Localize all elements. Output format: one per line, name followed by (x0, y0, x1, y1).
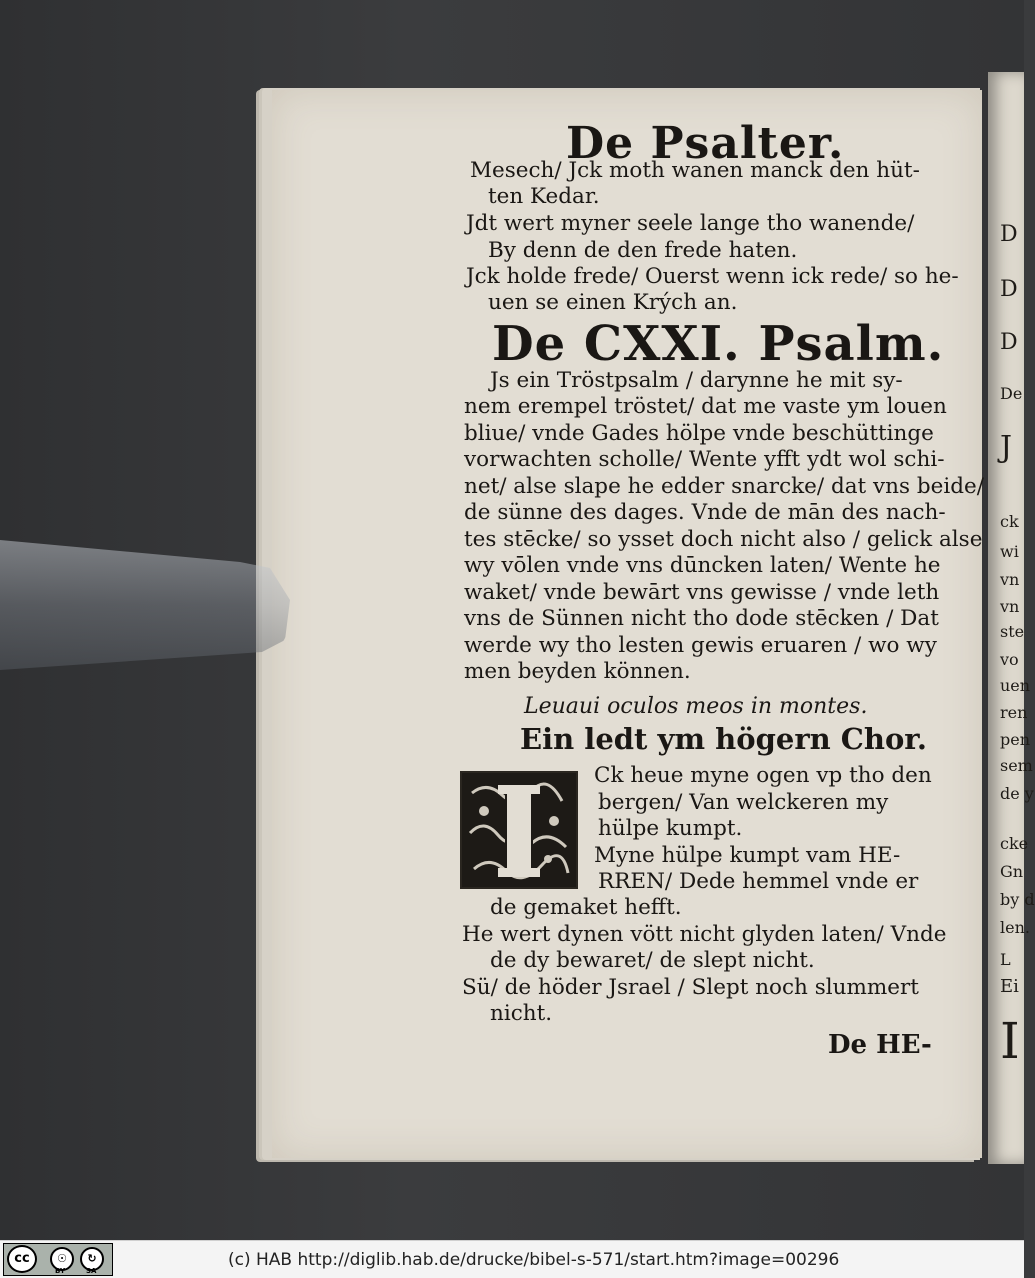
cc-license-badge[interactable] (3, 1243, 113, 1276)
facing-fragment: D (1000, 277, 1018, 302)
verse-line: de gemaket hefft. (490, 895, 682, 920)
song-heading: Ein ledt ym högern Chor. (520, 722, 928, 756)
facing-fragment: D (1000, 222, 1018, 247)
facing-fragment: by d (1000, 890, 1035, 909)
psalm-heading: De CXXI. Psalm. (492, 316, 945, 372)
summary-line: tes stēcke/ so ysset doch nicht also / gelick alse (464, 527, 983, 552)
summary-line: men beyden können. (464, 659, 691, 684)
facing-fragment: I (1000, 1012, 1020, 1070)
facing-fragment: vn (1000, 570, 1020, 589)
summary-line: wy vōlen vnde vns dūncken laten/ Wente he (464, 553, 941, 578)
footer-bar (0, 1240, 1024, 1278)
facing-fragment: pen (1000, 730, 1031, 749)
share-alike-icon: ↻ (80, 1247, 104, 1271)
verse-line: hülpe kumpt. (598, 816, 743, 841)
facing-fragment: uen (1000, 676, 1031, 695)
summary-line: werde wy tho lesten gewis eruaren / wo wy (464, 633, 937, 658)
text-line: Jck holde frede/ Ouerst wenn ick rede/ so he- (466, 264, 959, 289)
by-label: BY (55, 1267, 66, 1275)
text-line: By denn de den frede haten. (488, 238, 798, 263)
text-line: Mesech/ Jck moth wanen manck den hüt- (470, 158, 920, 183)
decorated-initial-icon (462, 773, 576, 887)
summary-line: waket/ vnde bewārt vns gewisse / vnde leth (464, 580, 940, 605)
facing-fragment: Ei (1000, 976, 1019, 997)
facing-fragment: wi (1000, 542, 1019, 561)
summary-line: vorwachten scholle/ Wente yfft ydt wol schi- (464, 447, 945, 472)
summary-line: net/ alse slape he edder snarcke/ dat vns beide/ (464, 474, 984, 499)
verse-line: nicht. (490, 1001, 553, 1026)
facing-fragment: vn (1000, 597, 1020, 616)
latin-incipit: Leuaui oculos meos in montes. (524, 694, 868, 719)
verse-line: RREN/ Dede hemmel vnde er (598, 869, 919, 894)
running-head: De Psalter. (566, 118, 845, 169)
catchword: De HE- (828, 1030, 932, 1060)
facing-fragment: De (1000, 384, 1023, 403)
facing-fragment: J (1000, 430, 1013, 465)
verse-line: Myne hülpe kumpt vam HE- (594, 843, 901, 868)
verse-line: Ck heue myne ogen vp tho den (594, 763, 932, 788)
cc-license-icon: cc (7, 1245, 37, 1273)
summary-line: vns de Sünnen nicht tho dode stēcken / Dat (464, 606, 939, 631)
verse-line: de dy bewaret/ de slept nicht. (490, 948, 815, 973)
facing-fragment: L (1000, 950, 1011, 969)
facing-fragment: D (1000, 330, 1018, 355)
facing-page (988, 72, 1035, 1164)
facing-fragment: de y (1000, 784, 1034, 803)
facing-fragment: ste (1000, 622, 1025, 641)
copyright-text[interactable]: (c) HAB http://diglib.hab.de/drucke/bibel-s-571/start.htm?image=00296 (228, 1250, 840, 1270)
summary-line: bliue/ vnde Gades hölpe vnde beschüttinge (464, 421, 934, 446)
attribution-icon: ☉ (50, 1247, 74, 1271)
facing-fragment: cke (1000, 834, 1029, 853)
verse-line: bergen/ Van welckeren my (598, 790, 889, 815)
text-line: Jdt wert myner seele lange tho wanende/ (466, 211, 915, 236)
facing-fragment: vo (1000, 650, 1019, 669)
facing-fragment: ren (1000, 703, 1028, 722)
verse-line: He wert dynen vött nicht glyden laten/ Vnde (462, 922, 947, 947)
summary-line: nem erempel tröstet/ dat me vaste ym louen (464, 394, 947, 419)
sa-label: SA (86, 1267, 97, 1275)
facing-fragment: ck (1000, 512, 1019, 531)
facing-fragment: Gn (1000, 862, 1024, 881)
text-line: uen se einen Krých an. (488, 290, 738, 315)
facing-fragment: len. (1000, 918, 1030, 937)
summary-line: Js ein Tröstpsalm / darynne he mit sy- (490, 368, 903, 393)
summary-line: de sünne des dages. Vnde de mān des nach- (464, 500, 946, 525)
verse-line: Sü/ de höder Jsrael / Slept noch slummert (462, 975, 919, 1000)
facing-fragment: sem (1000, 756, 1033, 775)
text-line: ten Kedar. (488, 184, 600, 209)
